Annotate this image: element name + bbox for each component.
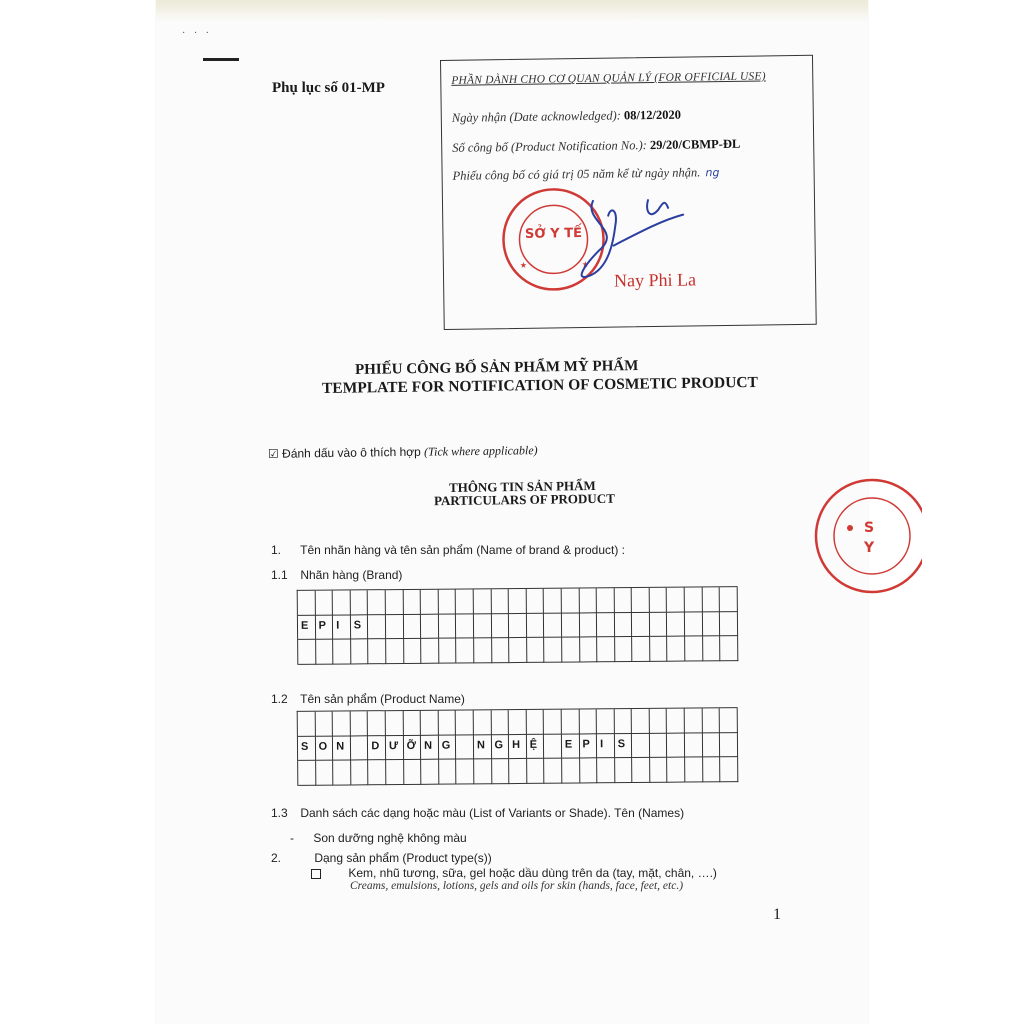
section-title-vietnamese: THÔNG TIN SẢN PHẨM: [448, 477, 596, 496]
letter-cell: [562, 588, 580, 613]
pen-mark: [203, 58, 239, 61]
letter-cell: [509, 638, 527, 663]
letter-cell: [350, 711, 368, 736]
page-edge-shadow: [156, 0, 868, 22]
letter-cell: O: [315, 736, 333, 761]
question-1-1-text: Nhãn hàng (Brand): [300, 568, 403, 582]
letter-cell: [315, 712, 333, 737]
question-1-2-number: 1.2: [271, 692, 288, 706]
letter-cell: [720, 733, 738, 758]
letter-cell: [650, 637, 668, 662]
letter-cell: [333, 760, 351, 785]
letter-cell: [509, 710, 527, 735]
letter-cell: [474, 638, 492, 663]
letter-cell: [368, 711, 386, 736]
letter-cell: [720, 708, 738, 733]
question-1-3: [271, 806, 684, 820]
letter-cell: [668, 637, 686, 662]
letter-cell: [386, 639, 404, 664]
letter-cell: [509, 589, 527, 614]
letter-cell: E: [562, 734, 580, 759]
brand-letter-grid: [297, 586, 738, 664]
letter-cell: [650, 588, 668, 613]
letter-cell: [368, 615, 386, 640]
letter-cell: [667, 612, 685, 637]
letter-cell: [527, 638, 545, 663]
letter-cell: [702, 587, 720, 612]
svg-text:S: S: [864, 520, 875, 536]
letter-cell: [702, 708, 720, 733]
letter-cell: [316, 640, 334, 665]
checked-box-icon: ☑: [267, 446, 279, 461]
letter-cell: [597, 709, 615, 734]
letter-cell: [685, 636, 703, 661]
letter-cell: [562, 709, 580, 734]
letter-cell: [333, 590, 351, 615]
letter-cell: E: [298, 615, 316, 640]
letter-cell: [650, 612, 668, 637]
date-label: Ngày nhận (Date acknowledged):: [451, 108, 621, 125]
question-2-number: 2.: [271, 851, 282, 865]
letter-cell: [720, 612, 738, 637]
letter-cell: P: [315, 615, 333, 640]
letter-cell: [456, 614, 474, 639]
letter-cell: [614, 588, 632, 613]
form-title-english: TEMPLATE FOR NOTIFICATION OF COSMETIC PRODUCT: [321, 373, 758, 398]
validity-text: Phiếu công bố có giá trị 05 năm kể từ ngày nhận.: [452, 165, 701, 183]
letter-cell: S: [298, 736, 316, 761]
letter-cell: [438, 711, 456, 736]
letter-cell: G: [439, 735, 457, 760]
letter-cell: [703, 757, 721, 782]
letter-cell: [456, 759, 474, 784]
letter-cell: [597, 637, 615, 662]
question-1-3-text: Danh sách các dạng hoặc màu (List of Variants or Shade). Tên (Names): [300, 806, 685, 820]
letter-cell: [439, 614, 457, 639]
letter-cell: [650, 709, 668, 734]
letter-cell: [632, 612, 650, 637]
letter-cell: [685, 708, 703, 733]
page-number: 1: [773, 906, 781, 923]
letter-cell: [632, 733, 650, 758]
letter-cell: [580, 637, 598, 662]
letter-cell: [562, 613, 580, 638]
product-type-checkbox[interactable]: [311, 869, 321, 879]
letter-cell: [386, 711, 404, 736]
letter-cell: [421, 590, 439, 615]
letter-cell: [298, 712, 316, 737]
letter-cell: N: [474, 735, 492, 760]
letter-cell: [456, 735, 474, 760]
letter-cell: [615, 612, 633, 637]
product-type-option-en: Creams, emulsions, lotions, gels and oils for skin (hands, face, feet, etc.): [350, 880, 684, 892]
letter-cell: [474, 589, 492, 614]
letter-cell: [632, 709, 650, 734]
letter-cell: [491, 710, 509, 735]
letter-cell: [456, 589, 474, 614]
letter-cell: D: [368, 736, 386, 761]
letter-cell: [298, 761, 316, 786]
letter-cell: [562, 758, 580, 783]
variant-item: [290, 831, 467, 845]
letter-cell: [597, 588, 615, 613]
letter-cell: [491, 614, 509, 639]
tick-instruction-vi: Đánh dấu vào ô thích hợp: [282, 444, 421, 461]
letter-cell: [368, 590, 386, 615]
question-2-text: Dạng sản phẩm (Product type(s)): [314, 851, 492, 865]
tick-instruction-en: (Tick where applicable): [423, 443, 538, 459]
letter-cell: [492, 638, 510, 663]
letter-cell: [579, 709, 597, 734]
letter-cell: [333, 639, 351, 664]
official-use-box: [440, 55, 817, 330]
letter-cell: [650, 758, 668, 783]
letter-cell: [597, 758, 615, 783]
letter-cell: P: [579, 734, 597, 759]
letter-cell: [421, 614, 439, 639]
question-1-text: Tên nhãn hàng và tên sản phẩm (Name of brand & product) :: [300, 543, 625, 557]
letter-cell: H: [509, 734, 527, 759]
letter-cell: [474, 710, 492, 735]
letter-cell: [351, 639, 369, 664]
letter-cell: [527, 759, 545, 784]
letter-cell: [579, 588, 597, 613]
letter-cell: [562, 637, 580, 662]
letter-cell: N: [421, 735, 439, 760]
letter-cell: [685, 733, 703, 758]
notification-number-line: [452, 137, 740, 156]
letter-cell: [403, 711, 421, 736]
date-acknowledged-line: [452, 108, 681, 126]
letter-cell: [509, 613, 527, 638]
letter-cell: [597, 613, 615, 638]
letter-cell: [632, 758, 650, 783]
letter-cell: [667, 588, 685, 613]
letter-cell: [386, 590, 404, 615]
letter-cell: [650, 733, 668, 758]
letter-cell: [439, 639, 457, 664]
letter-cell: [368, 760, 386, 785]
letter-cell: I: [597, 734, 615, 759]
number-label: Số công bố (Product Notification No.):: [452, 138, 647, 155]
signer-name: Nay Phi La: [613, 269, 697, 291]
letter-cell: [668, 758, 686, 783]
partial-seal-icon: [812, 476, 922, 598]
letter-cell: [703, 636, 721, 661]
letter-cell: [421, 711, 439, 736]
letter-cell: G: [491, 735, 509, 760]
letter-cell: [544, 734, 562, 759]
letter-cell: S: [351, 615, 369, 640]
letter-cell: [474, 614, 492, 639]
letter-cell: [456, 638, 474, 663]
letter-cell: [685, 587, 703, 612]
letter-cell: [720, 587, 738, 612]
question-1-2-text: Tên sản phẩm (Product Name): [300, 692, 465, 706]
letter-cell: [685, 757, 703, 782]
question-1-number: 1.: [271, 543, 282, 557]
question-1: [271, 543, 625, 557]
letter-cell: [544, 710, 562, 735]
letter-cell: N: [333, 736, 351, 761]
question-1-1: [271, 568, 402, 582]
letter-cell: [491, 589, 509, 614]
letter-cell: [615, 637, 633, 662]
validity-handnote: ng: [705, 166, 720, 180]
seal-text: SỞ Y TẾ: [524, 226, 583, 242]
letter-cell: [615, 758, 633, 783]
letter-cell: [404, 639, 422, 664]
svg-text:★: ★: [519, 260, 528, 270]
question-2: [271, 851, 492, 865]
letter-cell: [492, 759, 510, 784]
letter-cell: [350, 590, 368, 615]
letter-cell: [720, 636, 738, 661]
letter-cell: [720, 757, 738, 782]
svg-text:★: ★: [581, 259, 590, 270]
letter-cell: I: [333, 615, 351, 640]
letter-cell: S: [615, 733, 633, 758]
product-type-option-vi: Kem, nhũ tương, sữa, gel hoặc dầu dùng trên da (tay, mặt, chân, ….): [348, 866, 717, 880]
letter-cell: [632, 637, 650, 662]
question-1-3-number: 1.3: [271, 806, 288, 820]
variant-bullet: -: [290, 831, 294, 845]
letter-cell: [614, 709, 632, 734]
letter-cell: [421, 639, 439, 664]
letter-cell: [667, 733, 685, 758]
product-type-option-1[interactable]: [311, 866, 717, 880]
letter-cell: [403, 590, 421, 615]
form-title-vietnamese: PHIẾU CÔNG BỐ SẢN PHẨM MỸ PHẨM: [354, 358, 639, 378]
letter-cell: [544, 759, 562, 784]
letter-cell: [527, 613, 545, 638]
variant-name: Son dưỡng nghệ không màu: [313, 831, 467, 845]
letter-cell: [368, 639, 386, 664]
letter-cell: Ỡ: [403, 735, 421, 760]
number-value: 29/20/CBMP-ĐL: [649, 136, 741, 153]
letter-cell: Ệ: [527, 734, 545, 759]
letter-cell: [544, 589, 562, 614]
letter-cell: [315, 591, 333, 616]
letter-cell: [439, 760, 457, 785]
appendix-label: Phụ lục số 01-MP: [272, 80, 385, 96]
letter-cell: [386, 614, 404, 639]
svg-text:Y: Y: [864, 540, 875, 556]
letter-cell: [544, 638, 562, 663]
letter-cell: [685, 612, 703, 637]
letter-cell: [526, 589, 544, 614]
section-title-english: PARTICULARS OF PRODUCT: [433, 490, 615, 509]
letter-cell: [351, 736, 369, 761]
official-header: PHẦN DÀNH CHO CƠ QUAN QUẢN LÝ (FOR OFFICIAL USE): [451, 70, 766, 87]
letter-cell: [580, 758, 598, 783]
scan-specks: · · ·: [182, 28, 212, 39]
letter-cell: [351, 760, 369, 785]
letter-cell: [579, 613, 597, 638]
letter-cell: [298, 640, 316, 665]
letter-cell: [316, 761, 334, 786]
question-1-1-number: 1.1: [271, 568, 288, 582]
letter-cell: [404, 760, 422, 785]
question-1-2: [271, 692, 465, 706]
letter-cell: [526, 710, 544, 735]
product-letter-grid: [297, 707, 738, 785]
letter-cell: [403, 614, 421, 639]
letter-cell: [544, 613, 562, 638]
letter-cell: [667, 709, 685, 734]
date-value: 08/12/2020: [623, 107, 682, 123]
letter-cell: [509, 759, 527, 784]
letter-cell: [474, 759, 492, 784]
letter-cell: [298, 591, 316, 616]
letter-cell: [632, 588, 650, 613]
letter-cell: [333, 711, 351, 736]
letter-cell: [421, 760, 439, 785]
letter-cell: [703, 733, 721, 758]
letter-cell: Ư: [386, 735, 404, 760]
letter-cell: [438, 590, 456, 615]
letter-cell: [456, 710, 474, 735]
letter-cell: [703, 612, 721, 637]
letter-cell: [386, 760, 404, 785]
